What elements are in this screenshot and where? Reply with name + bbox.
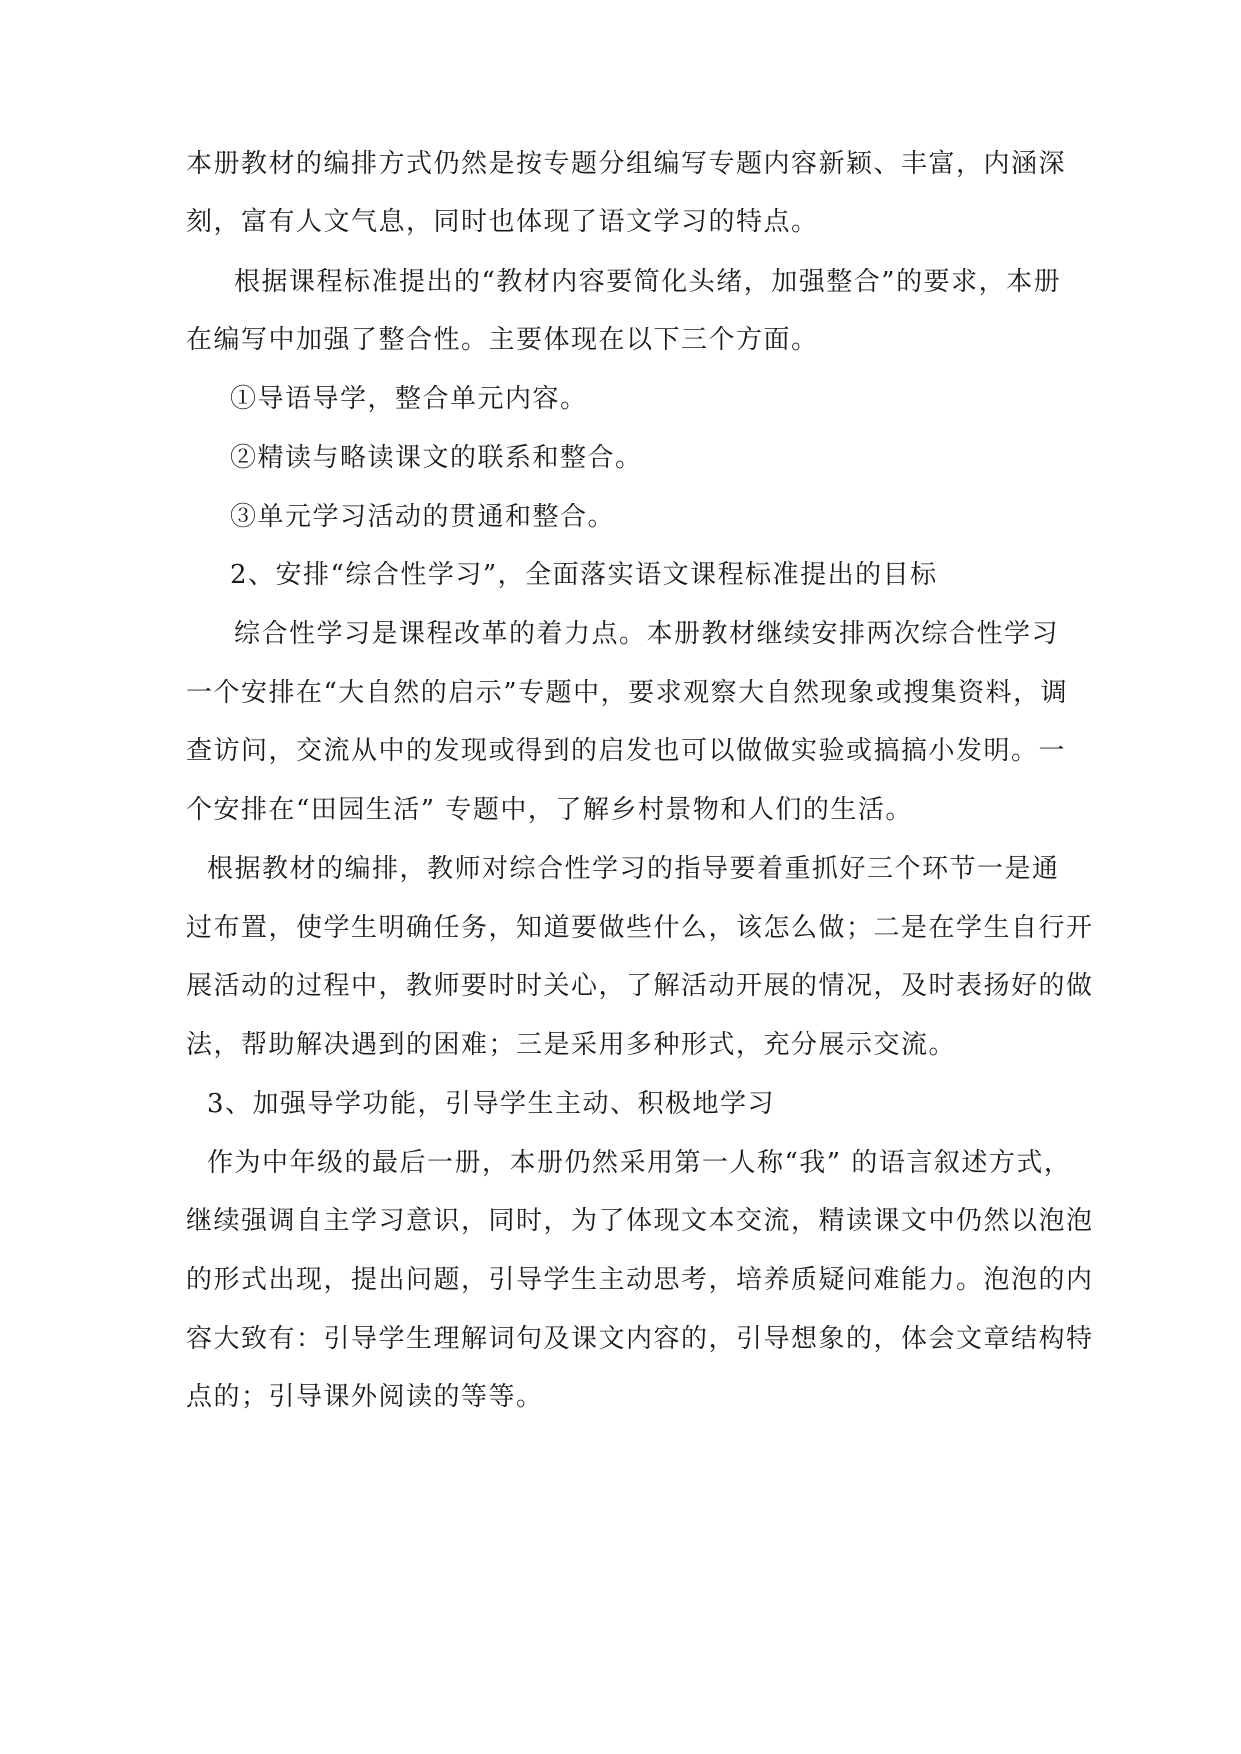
text-line: ②精读与略读课文的联系和整合。 bbox=[230, 443, 643, 473]
text-line: 继续强调自主学习意识，同时，为了体现文本交流，精读课文中仍然以泡泡 bbox=[186, 1206, 1094, 1236]
text-line: 容大致有：引导学生理解词句及课文内容的，引导想象的，体会文章结构特 bbox=[186, 1324, 1094, 1354]
text-line: 的形式出现，提出问题，引导学生主动思考，培养质疑问难能力。泡泡的内 bbox=[186, 1265, 1094, 1295]
text-line: 展活动的过程中，教师要时时关心，了解活动开展的情况，及时表扬好的做 bbox=[186, 971, 1094, 1001]
text-line: 个安排在“田园生活” 专题中，了解乡村景物和人们的生活。 bbox=[186, 795, 913, 825]
text-line: 本册教材的编排方式仍然是按专题分组编写专题内容新颖、丰富，内涵深 bbox=[186, 149, 1067, 179]
text-line: ①导语导学，整合单元内容。 bbox=[230, 384, 588, 414]
text-line: 法，帮助解决遇到的困难；三是采用多种形式，充分展示交流。 bbox=[186, 1030, 957, 1060]
section-heading: 2、安排“综合性学习”，全面落实语文课程标准提出的目标 bbox=[230, 560, 938, 590]
text-line: 过布置，使学生明确任务，知道要做些什么，该怎么做；二是在学生自行开 bbox=[186, 913, 1094, 943]
text-line: 一个安排在“大自然的启示”专题中，要求观察大自然现象或搜集资料，调 bbox=[186, 678, 1069, 708]
text-line: 点的；引导课外阅读的等等。 bbox=[186, 1382, 544, 1412]
text-line: 根据教材的编排，教师对综合性学习的指导要着重抓好三个环节一是通 bbox=[207, 854, 1060, 884]
text-line: 作为中年级的最后一册，本册仍然采用第一人称“我” 的语言叙述方式， bbox=[207, 1148, 1072, 1178]
section-heading: 3、加强导学功能，引导学生主动、积极地学习 bbox=[207, 1089, 776, 1119]
text-line: 在编写中加强了整合性。主要体现在以下三个方面。 bbox=[186, 325, 819, 355]
text-line: 刻，富有人文气息，同时也体现了语文学习的特点。 bbox=[186, 207, 819, 237]
text-line: 根据课程标准提出的“教材内容要简化头绪，加强整合”的要求，本册 bbox=[234, 267, 1062, 297]
text-line: ③单元学习活动的贯通和整合。 bbox=[230, 502, 616, 532]
text-line: 综合性学习是课程改革的着力点。本册教材继续安排两次综合性学习 bbox=[234, 619, 1060, 649]
text-line: 查访问，交流从中的发现或得到的启发也可以做做实验或搞搞小发明。一 bbox=[186, 736, 1067, 766]
